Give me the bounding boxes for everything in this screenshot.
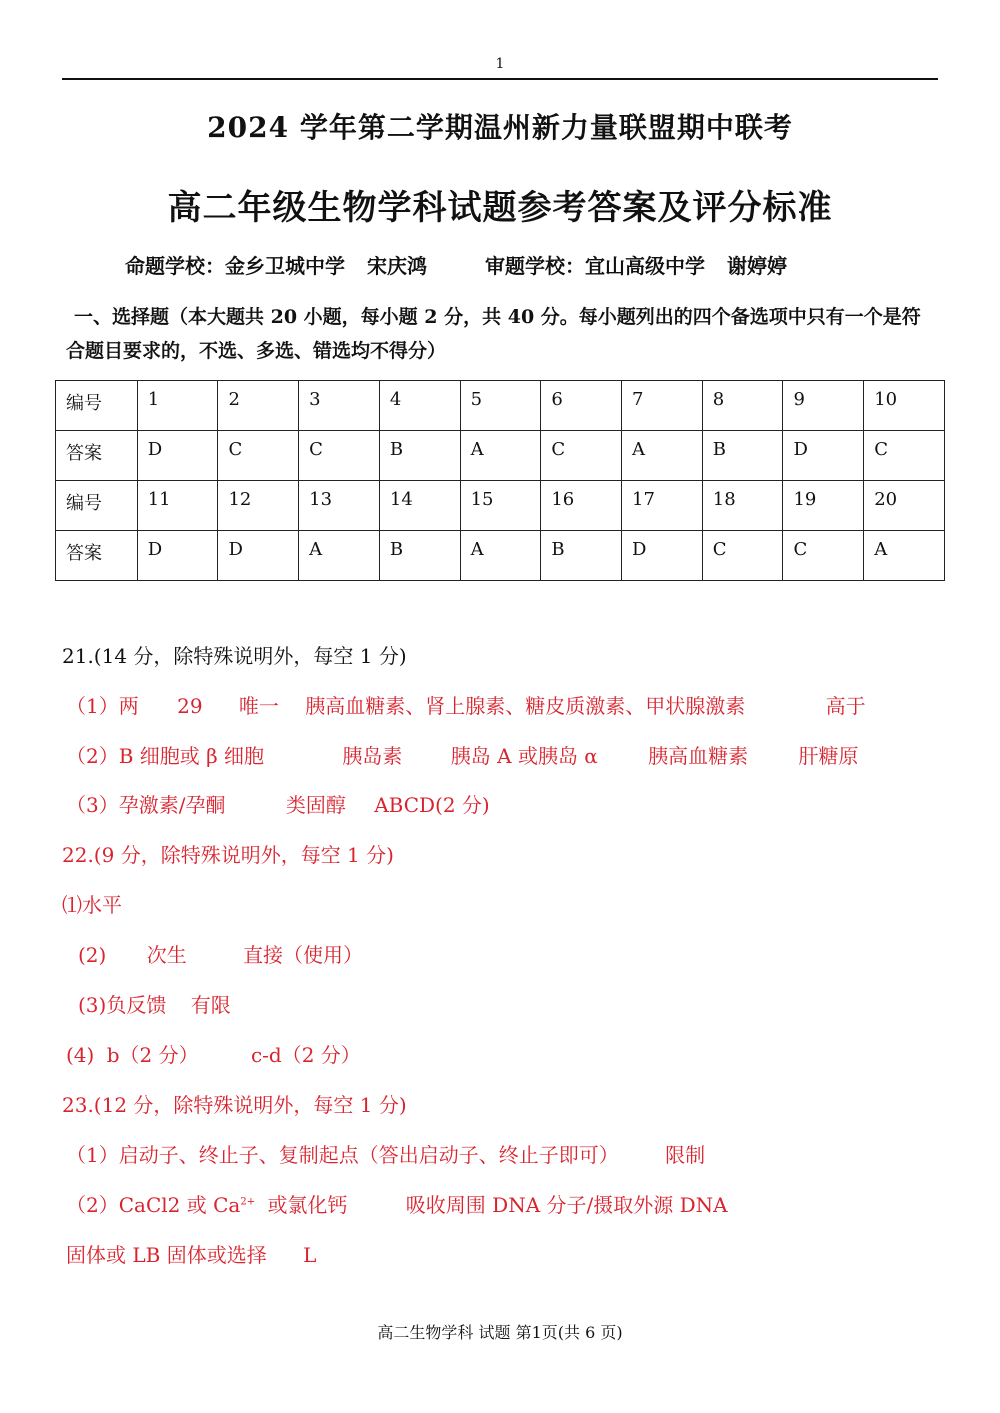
table-cell: A xyxy=(864,531,945,581)
row-label: 答案 xyxy=(56,531,138,581)
table-cell: B xyxy=(379,531,460,581)
table-cell: C xyxy=(299,431,380,481)
answer-text: (2) xyxy=(78,943,107,967)
section-heading: 一、选择题（本大题共 20 小题，每小题 2 分，共 40 分。每小题列出的四个备选项中只有一个是符合题目要求的，不选、多选、错选均不得分） xyxy=(66,306,921,362)
table-cell: A xyxy=(460,531,541,581)
table-cell: 8 xyxy=(702,381,783,431)
row-label: 编号 xyxy=(56,381,138,431)
table-cell: 1 xyxy=(137,381,218,431)
table-cell: B xyxy=(541,531,622,581)
table-cell: C xyxy=(783,531,864,581)
header-rule xyxy=(62,78,938,80)
table-cell: 19 xyxy=(783,481,864,531)
answer-text: b（2 分） xyxy=(106,1043,199,1067)
answer-text: 直接（使用） xyxy=(243,943,364,967)
table-cell: 16 xyxy=(541,481,622,531)
table-cell: 11 xyxy=(137,481,218,531)
table-cell: 18 xyxy=(702,481,783,531)
table-cell: A xyxy=(299,531,380,581)
table-cell: 6 xyxy=(541,381,622,431)
q22-line1 xyxy=(62,889,122,918)
answer-text: （2）B 细胞或 β 细胞 xyxy=(66,744,265,768)
table-cell: C xyxy=(541,431,622,481)
table-row xyxy=(56,431,945,481)
table-cell: B xyxy=(702,431,783,481)
table-cell: C xyxy=(864,431,945,481)
exam-title: 2024 学年第二学期温州新力量联盟期中联考 xyxy=(207,111,793,144)
answer-text: （1）两 xyxy=(66,694,139,718)
q22-line2 xyxy=(78,939,363,968)
table-cell: 15 xyxy=(460,481,541,531)
table-cell: A xyxy=(460,431,541,481)
page-number: 1 xyxy=(495,56,505,72)
table-cell: C xyxy=(702,531,783,581)
answer-text: 吸收周围 DNA 分子/摄取外源 DNA xyxy=(405,1193,728,1217)
table-row xyxy=(56,531,945,581)
answer-text: ⑴水平 xyxy=(62,893,122,917)
answer-text: 29 xyxy=(177,694,203,718)
proposer-name: 宋庆鸿 xyxy=(367,254,427,278)
page-footer: 高二生物学科 试题 第1页(共 6 页) xyxy=(377,1323,623,1342)
table-cell: 9 xyxy=(783,381,864,431)
table-cell: 13 xyxy=(299,481,380,531)
answer-text: 胰高血糖素 xyxy=(648,744,749,768)
q22-line3 xyxy=(78,989,231,1018)
q23-line1 xyxy=(66,1139,705,1168)
table-cell: B xyxy=(379,431,460,481)
q22-line4 xyxy=(66,1039,361,1068)
table-cell: D xyxy=(218,531,299,581)
document-title: 高二年级生物学科试题参考答案及评分标准 xyxy=(167,188,833,228)
row-label: 编号 xyxy=(56,481,138,531)
table-cell: D xyxy=(622,531,703,581)
row-label: 答案 xyxy=(56,431,138,481)
answer-text: 胰岛 A 或胰岛 α xyxy=(450,744,598,768)
table-cell: 3 xyxy=(299,381,380,431)
table-cell: C xyxy=(218,431,299,481)
q23-line2 xyxy=(66,1189,728,1218)
table-cell: 4 xyxy=(379,381,460,431)
table-cell: 10 xyxy=(864,381,945,431)
answer-text: 次生 xyxy=(146,943,187,967)
authors-line xyxy=(125,250,809,279)
table-cell: D xyxy=(783,431,864,481)
answer-text: 唯一 xyxy=(238,694,279,718)
table-cell: A xyxy=(622,431,703,481)
q21-line1 xyxy=(66,690,866,719)
reviewer-name: 谢婷婷 xyxy=(727,254,787,278)
table-cell: D xyxy=(137,531,218,581)
table-cell: 2 xyxy=(218,381,299,431)
answer-text: 胰岛素 xyxy=(342,744,403,768)
q23-line3 xyxy=(66,1239,316,1268)
answer-text: 限制 xyxy=(665,1143,706,1167)
q21-line3 xyxy=(66,789,490,818)
reviewer-label: 审题学校：宜山高级中学 xyxy=(485,254,705,278)
q23-heading: 23.(12 分，除特殊说明外，每空 1 分) xyxy=(62,1093,407,1117)
answer-text: （2）CaCl2 或 Ca xyxy=(66,1193,241,1217)
answer-text: L xyxy=(303,1243,317,1267)
answer-table xyxy=(55,380,945,581)
answer-text: 类固醇 xyxy=(285,793,346,817)
table-cell: D xyxy=(137,431,218,481)
superscript: 2+ xyxy=(240,1196,256,1208)
answer-text: （1）启动子、终止子、复制起点（答出启动子、终止子即可） xyxy=(66,1143,619,1167)
answer-text: (3)负反馈 xyxy=(78,993,167,1017)
table-row xyxy=(56,381,945,431)
answer-text: ABCD(2 分) xyxy=(374,793,490,817)
table-cell: 14 xyxy=(379,481,460,531)
answer-text: (4) xyxy=(66,1043,95,1067)
answer-text: 或氯化钙 xyxy=(267,1193,348,1217)
table-cell: 5 xyxy=(460,381,541,431)
table-cell: 17 xyxy=(622,481,703,531)
table-row xyxy=(56,481,945,531)
answer-text: 高于 xyxy=(825,694,866,718)
table-cell: 7 xyxy=(622,381,703,431)
proposer-label: 命题学校：金乡卫城中学 xyxy=(125,254,345,278)
answer-text: 肝糖原 xyxy=(798,744,859,768)
q21-heading: 21.(14 分，除特殊说明外，每空 1 分) xyxy=(62,644,407,668)
table-cell: 12 xyxy=(218,481,299,531)
q21-line2 xyxy=(66,740,859,769)
answer-text: 固体或 LB 固体或选择 xyxy=(66,1243,267,1267)
answer-text: （3）孕激素/孕酮 xyxy=(66,793,226,817)
answer-text: c-d（2 分） xyxy=(250,1043,361,1067)
table-cell: 20 xyxy=(864,481,945,531)
answer-text: 胰高血糖素、肾上腺素、糖皮质激素、甲状腺激素 xyxy=(305,694,746,718)
answer-text: 有限 xyxy=(190,993,231,1017)
q22-heading: 22.(9 分，除特殊说明外，每空 1 分) xyxy=(62,843,394,867)
